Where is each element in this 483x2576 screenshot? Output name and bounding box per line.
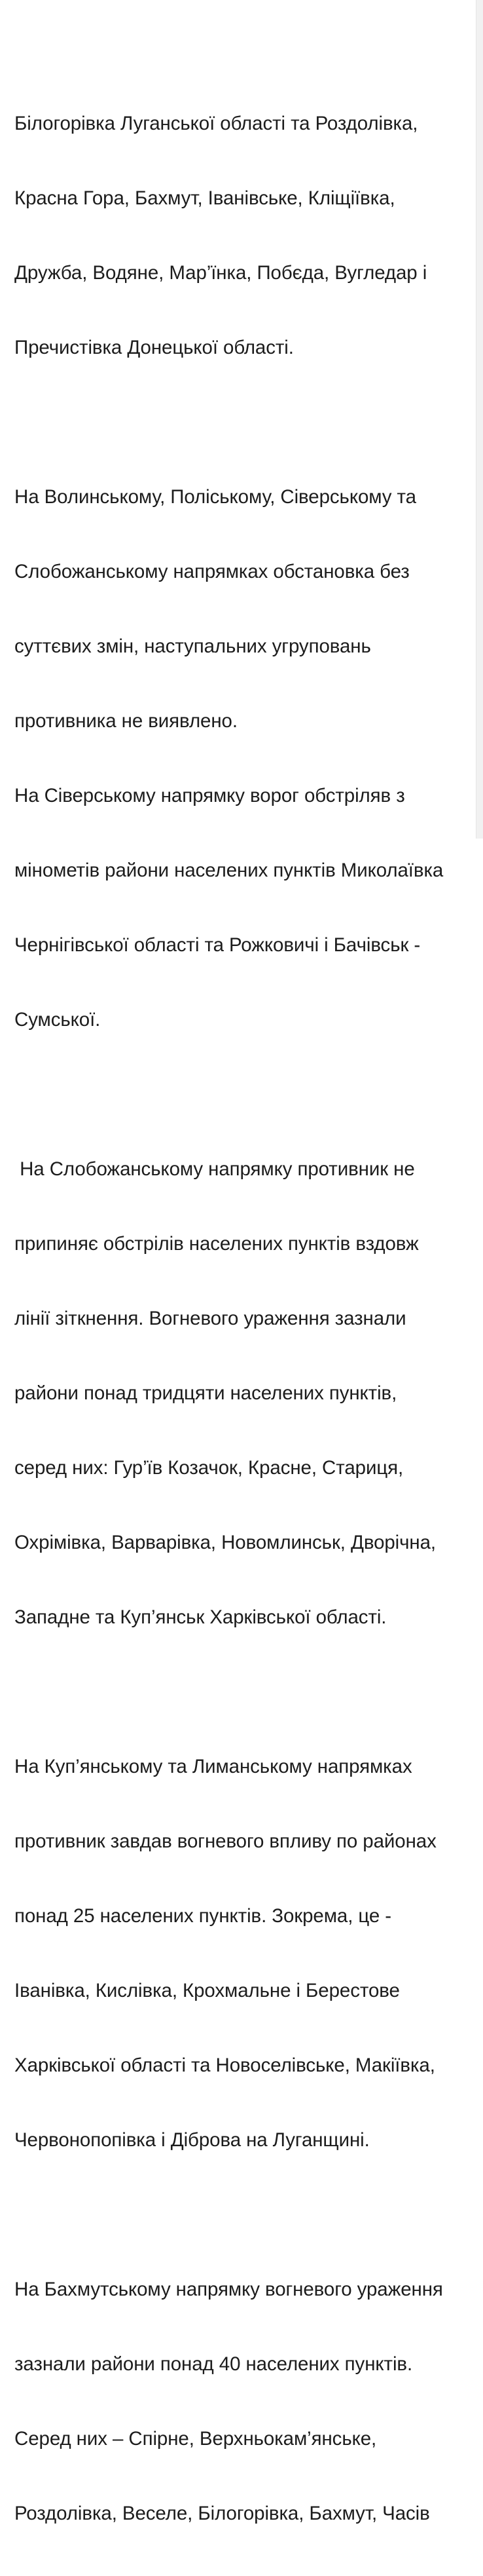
text-line: На Сіверському напрямку ворог обстріляв з	[14, 785, 405, 806]
paragraph-gap	[14, 1082, 473, 1107]
text-line: Охрімівка, Варварівка, Новомлинськ, Дворічна,	[14, 1532, 436, 1553]
text-line: райони понад тридцяти населених пунктів,	[14, 1382, 397, 1404]
paragraph-1	[14, 0, 473, 410]
text-line: Чернігівської області та Рожковичі і Бачівськ -	[14, 934, 421, 956]
text-line: На Слобожанському напрямку противник не	[14, 1158, 415, 1180]
text-line: Серед них – Спірне, Верхньокам’янське,	[14, 2428, 377, 2450]
text-line: Роздолівка, Веселе, Білогорівка, Бахмут, Часів	[14, 2503, 430, 2524]
message-body	[14, 0, 473, 2576]
paragraph-3	[14, 1107, 473, 1680]
text-line: лінії зіткнення. Вогневого ураження зазнали	[14, 1308, 406, 1329]
text-line: Красна Гора, Бахмут, Іванівське, Кліщіївка,	[14, 187, 395, 209]
text-line: понад 25 населених пунктів. Зокрема, це -	[14, 1905, 392, 1927]
paragraph-gap	[14, 2203, 473, 2227]
text-line: Харківської області та Новоселівське, Макіївка,	[14, 2055, 435, 2076]
paragraph-gap	[14, 410, 473, 435]
clipped-line	[14, 37, 473, 62]
text-line: Дружба, Водяне, Мар’їнка, Побєда, Вугледар і	[14, 262, 427, 284]
text-line: припиняє обстрілів населених пунктів вздовж	[14, 1233, 419, 1255]
text-line: На Волинському, Поліському, Сіверському та	[14, 486, 416, 508]
paragraph-2	[14, 435, 473, 1082]
text-line: мінометів райони населених пунктів Миколаївка	[14, 860, 444, 881]
paragraph-gap	[14, 1680, 473, 1705]
text-line: Білогорівка Луганської області та Роздолівка,	[14, 113, 418, 134]
text-line: серед них: Гур’їв Козачок, Красне, Стариця,	[14, 1457, 404, 1479]
text-line: Слобожанському напрямках обстановка без	[14, 561, 410, 582]
text-line: Червонопопівка і Діброва на Луганщині.	[14, 2129, 370, 2151]
scrollbar-track[interactable]	[476, 0, 483, 839]
text-line: противника не виявлено.	[14, 710, 238, 732]
text-line: Пречистівка Донецької області.	[14, 337, 294, 358]
text-line: На Бахмутському напрямку вогневого ураження	[14, 2279, 443, 2300]
text-line: На Куп’янському та Лиманському напрямках	[14, 1756, 412, 1777]
text-line: суттєвих змін, наступальних угруповань	[14, 635, 371, 657]
text-line: зазнали райони понад 40 населених пунктів.	[14, 2353, 413, 2375]
text-line: противник завдав вогневого впливу по районах	[14, 1830, 437, 1852]
text-line: Западне та Куп’янськ Харківської області.	[14, 1606, 387, 1628]
text-line: Іванівка, Кислівка, Крохмальне і Берестове	[14, 1980, 400, 2001]
paragraph-4	[14, 1705, 473, 2203]
paragraph-5	[14, 2227, 473, 2576]
text-line: Сумської.	[14, 1009, 101, 1031]
